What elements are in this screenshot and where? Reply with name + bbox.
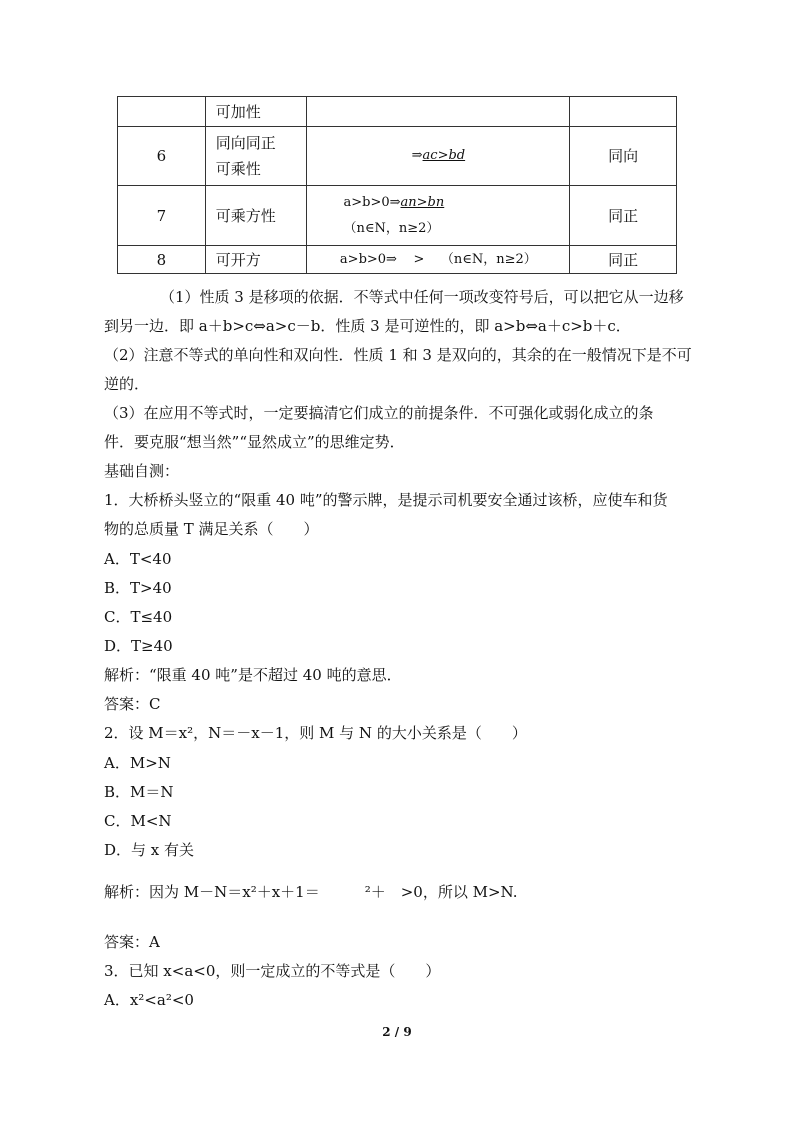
table-cell-note: 同正	[570, 186, 677, 246]
table-cell-content	[307, 127, 570, 186]
name-line: 可乘性	[215, 160, 261, 178]
name-line: 同向同正	[215, 134, 276, 152]
answer: 答案：A	[104, 933, 160, 951]
answer: 答案：C	[104, 695, 161, 713]
paragraph: 件．要克服“想当然”“显然成立”的思维定势．	[104, 433, 405, 451]
paragraph: （2）注意不等式的单向性和双向性．性质 1 和 3 是双向的，其余的在一般情况下是不可	[104, 346, 692, 364]
paragraph: 到另一边．即 a＋b>c⇔a>c－b．性质 3 是可逆性的，即 a>b⇔a＋c>b＋c．	[104, 317, 631, 335]
table-cell-name: 可加性	[205, 97, 307, 127]
paragraph: （3）在应用不等式时，一定要搞清它们成立的前提条件．不可强化或弱化成立的条	[104, 404, 654, 422]
table-cell-num: 6	[118, 127, 206, 186]
option: C．M<N	[104, 812, 172, 830]
table-cell-name	[205, 127, 307, 186]
table-cell-num: 8	[118, 246, 206, 274]
option: B．T>40	[104, 579, 172, 597]
page-number: 2 / 9	[382, 1025, 412, 1039]
implies-symbol: ⇒	[411, 148, 423, 163]
question: 2．设 M＝x²，N＝－x－1，则 M 与 N 的大小关系是（ ）	[104, 724, 527, 742]
option: C．T≤40	[104, 608, 173, 626]
option: A．T<40	[104, 550, 172, 568]
table-cell-note: 同正	[570, 246, 677, 274]
question: 3．已知 x<a<0，则一定成立的不等式是（ ）	[104, 962, 441, 980]
formula: an>bn	[400, 194, 445, 210]
solution: 解析：“限重 40 吨”是不超过 40 吨的意思．	[104, 666, 402, 684]
formula-line	[343, 190, 569, 216]
option: D．T≥40	[104, 637, 173, 655]
question: 物的总质量 T 满足关系（ ）	[104, 520, 319, 538]
table-row	[118, 97, 677, 127]
table-cell-content: a>b>0⇒ > （n∈N，n≥2）	[307, 246, 570, 274]
table-cell-name: 可乘方性	[205, 186, 307, 246]
option: A．M>N	[104, 754, 171, 772]
formula-condition: （n∈N，n≥2）	[343, 220, 440, 236]
table-row	[118, 186, 677, 246]
formula: ac>bd	[422, 148, 466, 163]
table-cell-name: 可开方	[205, 246, 307, 274]
table-cell-note: 同向	[570, 127, 677, 186]
paragraph: 逆的．	[104, 375, 150, 393]
table-cell-content	[307, 97, 570, 127]
table-row	[118, 127, 677, 186]
table-cell-content	[307, 186, 570, 246]
section-heading: 基础自测：	[104, 462, 180, 480]
paragraph: （1）性质 3 是移项的依据．不等式中任何一项改变符号后，可以把它从一边移	[160, 288, 684, 306]
question: 1．大桥桥头竖立的“限重 40 吨”的警示牌，是提示司机要安全通过该桥，应使车和货	[104, 491, 668, 509]
table-cell-note	[570, 97, 677, 127]
table-cell-num	[118, 97, 206, 127]
formula-prefix: a>b>0⇒	[343, 194, 401, 210]
option: B．M＝N	[104, 783, 174, 801]
table-cell-num: 7	[118, 186, 206, 246]
inequality-properties-table	[117, 96, 677, 274]
solution: 解析：因为 M－N＝x²＋x＋1＝ ²＋ >0，所以 M>N.	[104, 883, 518, 901]
option: A．x²<a²<0	[104, 991, 194, 1009]
option: D．与 x 有关	[104, 841, 195, 859]
table-row	[118, 246, 677, 274]
